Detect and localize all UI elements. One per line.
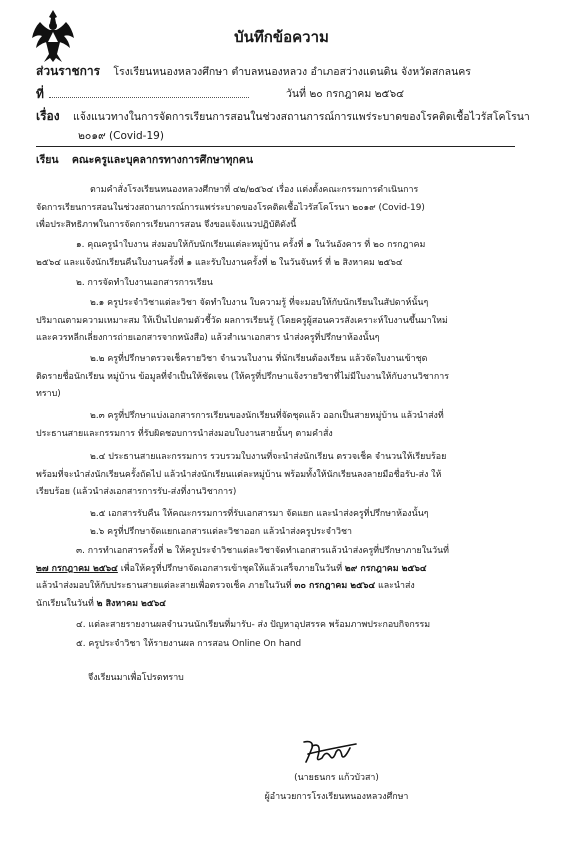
handwritten-signature [300,738,360,766]
deadline-27-july: ๒๗ กรกฎาคม ๒๕๖๔ [36,563,118,574]
item-3-line-2 [36,561,519,579]
item-2-1-line-3: และควรหลีกเลี่ยงการถ่ายเอกสารจากหนังสือ) แล้วสำเนาเอกสาร นำส่งครูที่ปรึกษาห้องนั้นๆ [36,333,380,343]
salutation-value: คณะครูและบุคลากรทางการศึกษาทุกคน [71,154,253,166]
subject-row [36,107,530,126]
department-row [36,62,515,81]
intro-line-2: จัดการเรียนการสอนในช่วงสถานการณ์การแพร่ระบาดของโรคติดเชื้อไวรัสโคโรนา ๒๐๑๙ (Covid-19) [36,202,425,213]
item-3-line-3-text: แล้วนำส่งมอบให้กับประธานสายแต่ละสายเพื่อตรวจเช็ค ภายในวันที่ [36,581,295,591]
item-2-2-line-3: ทราบ) [36,389,61,399]
subject-label: เรื่อง [36,109,60,123]
subject-line-2: ๒๐๑๙ (Covid-19) [78,130,164,142]
signer-position: ผู้อำนวยการโรงเรียนหนองหลวงศึกษา [264,792,409,802]
item-2-3-line-1: ๒.๓ ครูที่ปรึกษาแบ่งเอกสารการเรียนของนักเรียนที่จัดชุดแล้ว ออกเป็นสายหมู่บ้าน แล้วนำส่งที่ [90,411,444,421]
item-3-line-1: ๓. การทำเอกสารครั้งที่ ๒ ให้ครูประจำวิชาแต่ละวิชาจัดทำเอกสารแล้วนำส่งครูที่ปรึกษาภายในวันที่ [76,546,450,556]
item-2-5: ๒.๕ เอกสารรับคืน ให้คณะกรรมการที่รับเอกสารมา จัดแยก และนำส่งครูที่ปรึกษาห้องนั้นๆ [90,509,429,519]
closing-line: จึงเรียนมาเพื่อโปรดทราบ [88,673,184,683]
intro-line-3: เพื่อประสิทธิภาพในการจัดการเรียนการสอน จึงขอแจ้งแนวปฏิบัติดังนี้ [36,220,297,230]
item-2-6: ๒.๖ ครูที่ปรึกษาจัดแยกเอกสารแต่ละวิชาออก แล้วนำส่งครูประจำวิชา [90,526,352,537]
item-2-2-line-1: ๒.๒ ครูที่ปรึกษาตรวจเช็ครายวิชา จำนวนใบงาน ที่นักเรียนต้องเรียน แล้วจัดใบงานเข้าชุด [90,354,428,364]
item-2-1-line-2: ปริมาณตามความเหมาะสม ให้เป็นไปตามตัวชี้วัด ผลการเรียนรู้ (โดยครูผู้สอนควรสังเคราะห์ใบงานขึ้นมาใหม่ [36,315,448,326]
department-value: โรงเรียนหนองหลวงศึกษา ตำบลหนองหลวง อำเภอสว่างแดนดิน จังหวัดสกลนคร [113,66,471,78]
intro-line-1: ตามคำสั่งโรงเรียนหนองหลวงศึกษาที่ ๔๒/๒๕๖๔ เรื่อง แต่งตั้งคณะกรรมการดำเนินการ [90,185,419,195]
deadline-30-july: ๓๐ กรกฎาคม ๒๕๖๔ [294,581,376,591]
item-3-line-3 [36,578,519,596]
item-4: ๔. แต่ละสายรายงานผลจำนวนนักเรียนที่มารับ- ส่ง ปัญหาอุปสรรค พร้อมภาพประกอบกิจกรรม [76,620,431,630]
header-divider [36,146,515,147]
item-2-1-line-1: ๒.๑ ครูประจำวิชาแต่ละวิชา จัดทำใบงาน ใบความรู้ ที่จะมอบให้กับนักเรียนในสัปดาห์นั้นๆ [90,298,429,308]
deadline-2-august: ๒ สิงหาคม ๒๕๖๔ [96,598,166,609]
item-1-line-2: ๒๕๖๔ และแจ้งนักเรียนคืนใบงานครั้งที่ ๑ และรับใบงานครั้งที่ ๒ ในวันจันทร์ ที่ ๒ สิงหาคม ๒๕๖๔ [36,257,403,268]
item-3-line-4 [36,596,519,614]
item-3-line-2-text: เพื่อให้ครูที่ปรึกษาจัดเอกสารเข้าชุดให้แล้วเสร็จภายในวันที่ [117,563,345,574]
memo-title: บันทึกข้อความ [234,28,329,46]
item-2-4-line-1: ๒.๔ ประธานสายและกรรมการ รวบรวมใบงานที่จะนำส่งนักเรียน ตรวจเช็ค จำนวนให้เรียบร้อย [90,452,447,462]
item-3-line-4-text: นักเรียนในวันที่ [36,598,97,609]
item-2-4-line-3: เรียบร้อย (แล้วนำส่งเอกสารการรับ-ส่งที่งานวิชาการ) [36,487,237,497]
department-label: ส่วนราชการ [36,64,101,78]
item-2: ๒. การจัดทำใบงานเอกสารการเรียน [76,278,213,288]
subject-line-1: แจ้งแนวทางในการจัดการเรียนการสอนในช่วงสถานการณ์การแพร่ระบาดของโรคติดเชื้อไวรัสโคโรนา [72,111,530,123]
signer-name: (นายธนกร แก้วบัวสา) [294,773,379,783]
deadline-29-july: ๒๙ กรกฎาคม ๒๕๖๔ [344,563,427,574]
reference-blank [49,97,249,98]
item-5: ๕. ครูประจำวิชา ให้รายงานผล การสอน Online On hand [76,639,302,649]
memo-date: วันที่ ๒๐ กรกฎาคม ๒๕๖๔ [286,88,405,100]
item-1-line-1: ๑. คุณครูนำใบงาน ส่งมอบให้กับนักเรียนแต่ละหมู่บ้าน ครั้งที่ ๑ ในวันอังคาร ที่ ๒๐ กรกฎาคม [76,240,426,250]
reference-label: ที่ [36,87,44,101]
item-2-3-line-2: ประธานสายและกรรมการ ที่รับผิดชอบการนำส่งมอบใบงานสายนั้นๆ ตามคำสั่ง [36,428,333,439]
reference-row [36,85,515,104]
salutation-label: เรียน [36,154,59,166]
salutation [36,152,519,170]
item-2-2-line-2: ติดรายชื่อนักเรียน หมู่บ้าน ข้อมูลที่จำเป็นให้ชัดเจน (ให้ครูที่ปรึกษาแจ้งรายวิชาที่ไม่มีใบงานให้กับงานวิชาการ [36,371,449,382]
item-3-line-3-tail: และนำส่ง [375,581,415,591]
item-2-4-line-2: พร้อมที่จะนำส่งนักเรียนครั้งถัดไป แล้วนำส่งนักเรียนแต่ละหมู่บ้าน พร้อมทั้งให้นักเรียนลงลายมือชื่อรับ-ส่ง ให้ [36,469,442,480]
